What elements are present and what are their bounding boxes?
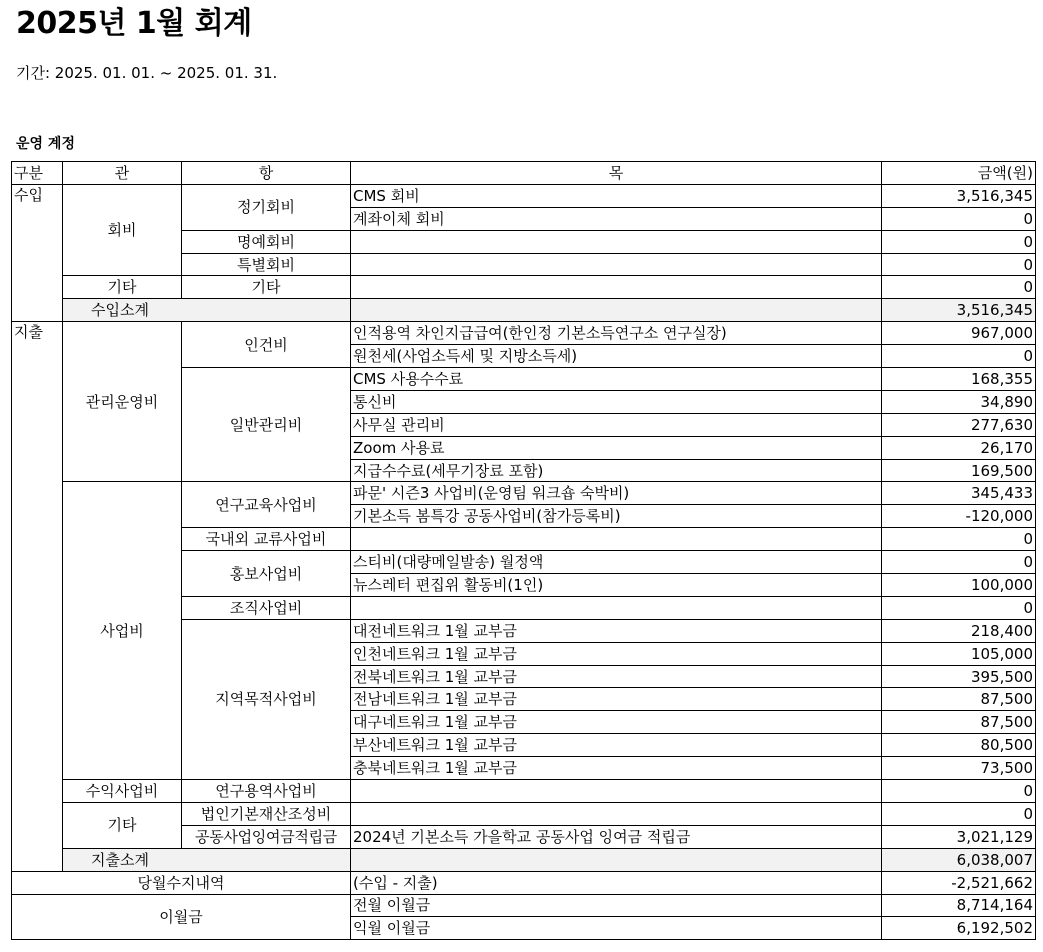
expense-label: 지출: [12, 322, 63, 871]
income-subtotal-amount: 3,516,345: [882, 299, 1036, 322]
table-row: [12, 802, 1036, 825]
mok-personnel-2: 원천세(사업소득세 및 지방소득세): [351, 345, 882, 368]
table-row: [12, 184, 1036, 207]
hang-special: 특별회비: [182, 253, 351, 276]
amount-promo-2: 100,000: [882, 574, 1036, 597]
header-mok: 목: [351, 162, 882, 185]
header-gwan: 관: [63, 162, 182, 185]
hang-endowment: 법인기본재산조성비: [182, 802, 351, 825]
gwan-admin: 관리운영비: [63, 322, 182, 482]
amount-joint-reserve: 3,021,129: [882, 825, 1036, 848]
mok-research-1: 파문' 시즌3 사업비(운영팀 워크숍 숙박비): [351, 482, 882, 505]
amount-promo-1: 0: [882, 551, 1036, 574]
amount-regional: 105,000: [882, 642, 1036, 665]
mok-empty: [351, 276, 882, 299]
table-row: [12, 276, 1036, 299]
gwan-profit: 수익사업비: [63, 780, 182, 803]
amount-general-4: 26,170: [882, 436, 1036, 459]
mok-regional: 전남네트워크 1월 교부금: [351, 688, 882, 711]
hang-org: 조직사업비: [182, 596, 351, 619]
amount-org: 0: [882, 596, 1036, 619]
hang-regular: 정기회비: [182, 184, 351, 230]
carryover-next-amount: 6,192,502: [882, 917, 1036, 940]
amount-general-5: 169,500: [882, 459, 1036, 482]
header-amount: 금액(원): [882, 162, 1036, 185]
amount-general-1: 168,355: [882, 368, 1036, 391]
page-title: 2025년 1월 회계: [16, 6, 252, 41]
mok-regional: 인천네트워크 1월 교부금: [351, 642, 882, 665]
hang-promo: 홍보사업비: [182, 551, 351, 597]
hang-research: 연구교육사업비: [182, 482, 351, 528]
carryover-prev-label: 전월 이월금: [351, 894, 882, 917]
amount-honorary: 0: [882, 230, 1036, 253]
mok-general-3: 사무실 관리비: [351, 413, 882, 436]
mok-cms-fee: CMS 회비: [351, 184, 882, 207]
income-label: 수입: [12, 184, 63, 321]
amount-general-3: 277,630: [882, 413, 1036, 436]
amount-personnel-1: 967,000: [882, 322, 1036, 345]
income-subtotal-label: 수입소계: [63, 299, 351, 322]
amount-regional: 87,500: [882, 711, 1036, 734]
mok-empty: [351, 528, 882, 551]
mok-promo-2: 뉴스레터 편집위 활동비(1인): [351, 574, 882, 597]
carryover-prev-amount: 8,714,164: [882, 894, 1036, 917]
expense-subtotal-amount: 6,038,007: [882, 848, 1036, 871]
income-subtotal-row: [12, 299, 1036, 322]
carryover-next-label: 익월 이월금: [351, 917, 882, 940]
hang-contract: 연구용역사업비: [182, 780, 351, 803]
expense-subtotal-label: 지출소계: [63, 848, 351, 871]
hang-personnel: 인건비: [182, 322, 351, 368]
amount-income-other: 0: [882, 276, 1036, 299]
gwan-project: 사업비: [63, 482, 182, 780]
amount-regional: 73,500: [882, 757, 1036, 780]
mok-research-2: 기본소득 봄특강 공동사업비(참가등록비): [351, 505, 882, 528]
amount-transfer-fee: 0: [882, 207, 1036, 230]
header-hang: 항: [182, 162, 351, 185]
amount-exchange: 0: [882, 528, 1036, 551]
amount-general-2: 34,890: [882, 390, 1036, 413]
hang-regional: 지역목적사업비: [182, 619, 351, 779]
amount-regional: 395,500: [882, 665, 1036, 688]
amount-regional: 80,500: [882, 734, 1036, 757]
carryover-row: [12, 894, 1036, 917]
expense-subtotal-row: [12, 848, 1036, 871]
mok-regional: 충북네트워크 1월 교부금: [351, 757, 882, 780]
amount-regional: 87,500: [882, 688, 1036, 711]
mok-general-1: CMS 사용수수료: [351, 368, 882, 391]
subtotal-blank: [351, 848, 882, 871]
mok-general-5: 지급수수료(세무기장료 포함): [351, 459, 882, 482]
balance-desc: (수입 - 지출): [351, 871, 882, 894]
mok-regional: 부산네트워크 1월 교부금: [351, 734, 882, 757]
hang-general: 일반관리비: [182, 368, 351, 482]
mok-empty: [351, 230, 882, 253]
amount-special: 0: [882, 253, 1036, 276]
mok-regional: 대전네트워크 1월 교부금: [351, 619, 882, 642]
balance-label: 당월수지내역: [12, 871, 351, 894]
mok-regional: 대구네트워크 1월 교부금: [351, 711, 882, 734]
table-row: [12, 322, 1036, 345]
period-text: 기간: 2025. 01. 01. ~ 2025. 01. 31.: [16, 64, 278, 82]
balance-amount: -2,521,662: [882, 871, 1036, 894]
mok-general-2: 통신비: [351, 390, 882, 413]
amount-contract: 0: [882, 780, 1036, 803]
header-row: [12, 162, 1036, 185]
mok-regional: 전북네트워크 1월 교부금: [351, 665, 882, 688]
subtotal-blank: [351, 299, 882, 322]
hang-exchange: 국내외 교류사업비: [182, 528, 351, 551]
amount-endowment: 0: [882, 802, 1036, 825]
table-row: [12, 780, 1036, 803]
mok-empty: [351, 253, 882, 276]
carryover-label: 이월금: [12, 894, 351, 940]
amount-personnel-2: 0: [882, 345, 1036, 368]
amount-research-1: 345,433: [882, 482, 1036, 505]
amount-cms-fee: 3,516,345: [882, 184, 1036, 207]
balance-row: [12, 871, 1036, 894]
header-gubun: 구분: [12, 162, 63, 185]
section-title: 운영 계정: [16, 136, 75, 152]
mok-promo-1: 스티비(대량메일발송) 월정액: [351, 551, 882, 574]
hang-joint-reserve: 공동사업잉여금적립금: [182, 825, 351, 848]
gwan-income-other: 기타: [63, 276, 182, 299]
gwan-expense-other: 기타: [63, 802, 182, 848]
mok-empty: [351, 802, 882, 825]
mok-personnel-1: 인적용역 차인지급급여(한인정 기본소득연구소 연구실장): [351, 322, 882, 345]
ledger-table: [11, 161, 1036, 940]
mok-general-4: Zoom 사용료: [351, 436, 882, 459]
amount-regional: 218,400: [882, 619, 1036, 642]
mok-transfer-fee: 계좌이체 회비: [351, 207, 882, 230]
mok-joint-reserve: 2024년 기본소득 가을학교 공동사업 잉여금 적립금: [351, 825, 882, 848]
hang-income-other: 기타: [182, 276, 351, 299]
gwan-membership: 회비: [63, 184, 182, 276]
amount-research-2: -120,000: [882, 505, 1036, 528]
mok-empty: [351, 780, 882, 803]
hang-honorary: 명예회비: [182, 230, 351, 253]
table-row: [12, 482, 1036, 505]
mok-empty: [351, 596, 882, 619]
